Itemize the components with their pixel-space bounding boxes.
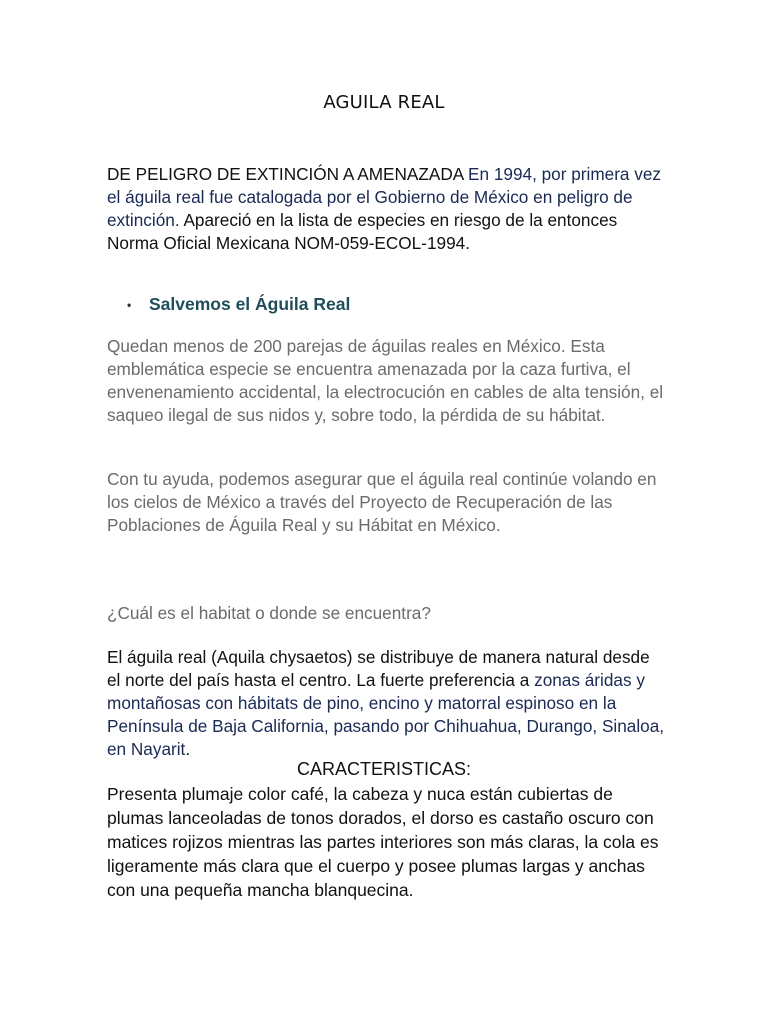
habitat-question: ¿Cuál es el habitat o donde se encuentra? <box>107 603 431 623</box>
intro-highlight: En 1994, por primera vez el águila real fue catalogada por el Gobierno de México en peligro de extinción. <box>107 164 662 230</box>
intro-rest: Apareció en la lista de especies en riesgo de la entonces Norma Oficial Mexicana NOM-059-ECOL-1994. <box>107 210 618 253</box>
intro-lead: DE PELIGRO DE EXTINCIÓN A AMENAZADA <box>107 164 469 184</box>
paragraph-help: Con tu ayuda, podemos asegurar que el águila real continúe volando en los cielos de México a través del Proyecto de Recuperación de las Poblaciones de Águila Real y su Hábitat en México. <box>107 469 657 535</box>
bullet-heading: Salvemos el Águila Real <box>149 294 351 314</box>
habitat-lead: El águila real (Aquila chysaetos) se distribuye de manera natural desde el norte del país hasta el centro. La fuerte preferencia a <box>107 647 650 690</box>
characteristics-paragraph: Presenta plumaje color café, la cabeza y nuca están cubiertas de plumas lanceoladas de tonos dorados, el dorso es castaño oscuro con matices rojizos mientras las partes interiores son más claras, la cola es ligeramente más clara que el cuerpo y posee plumas largas y anchas con una pequeña mancha blanquecina. <box>107 784 659 900</box>
intro-paragraph <box>107 163 667 255</box>
habitat-paragraph <box>107 646 667 761</box>
page-title: AGUILA REAL <box>323 92 445 113</box>
paragraph-population: Quedan menos de 200 parejas de águilas reales en México. Esta emblemática especie se encuentra amenazada por la caza furtiva, el envenenamiento accidental, la electrocución en cables de alta tensión, el saqueo ilegal de sus nidos y, sobre todo, la pérdida de su hábitat. <box>107 336 664 425</box>
bullet-item <box>127 294 350 315</box>
habitat-highlight: zonas áridas y montañosas con hábitats de pino, encino y matorral espinoso en la Península de Baja California, pasando por Chihuahua, Durango, Sinaloa, en Nayarit <box>107 670 665 759</box>
habitat-end: . <box>185 739 191 759</box>
characteristics-heading: CARACTERISTICAS: <box>296 759 472 779</box>
bullet-icon: • <box>127 298 132 313</box>
